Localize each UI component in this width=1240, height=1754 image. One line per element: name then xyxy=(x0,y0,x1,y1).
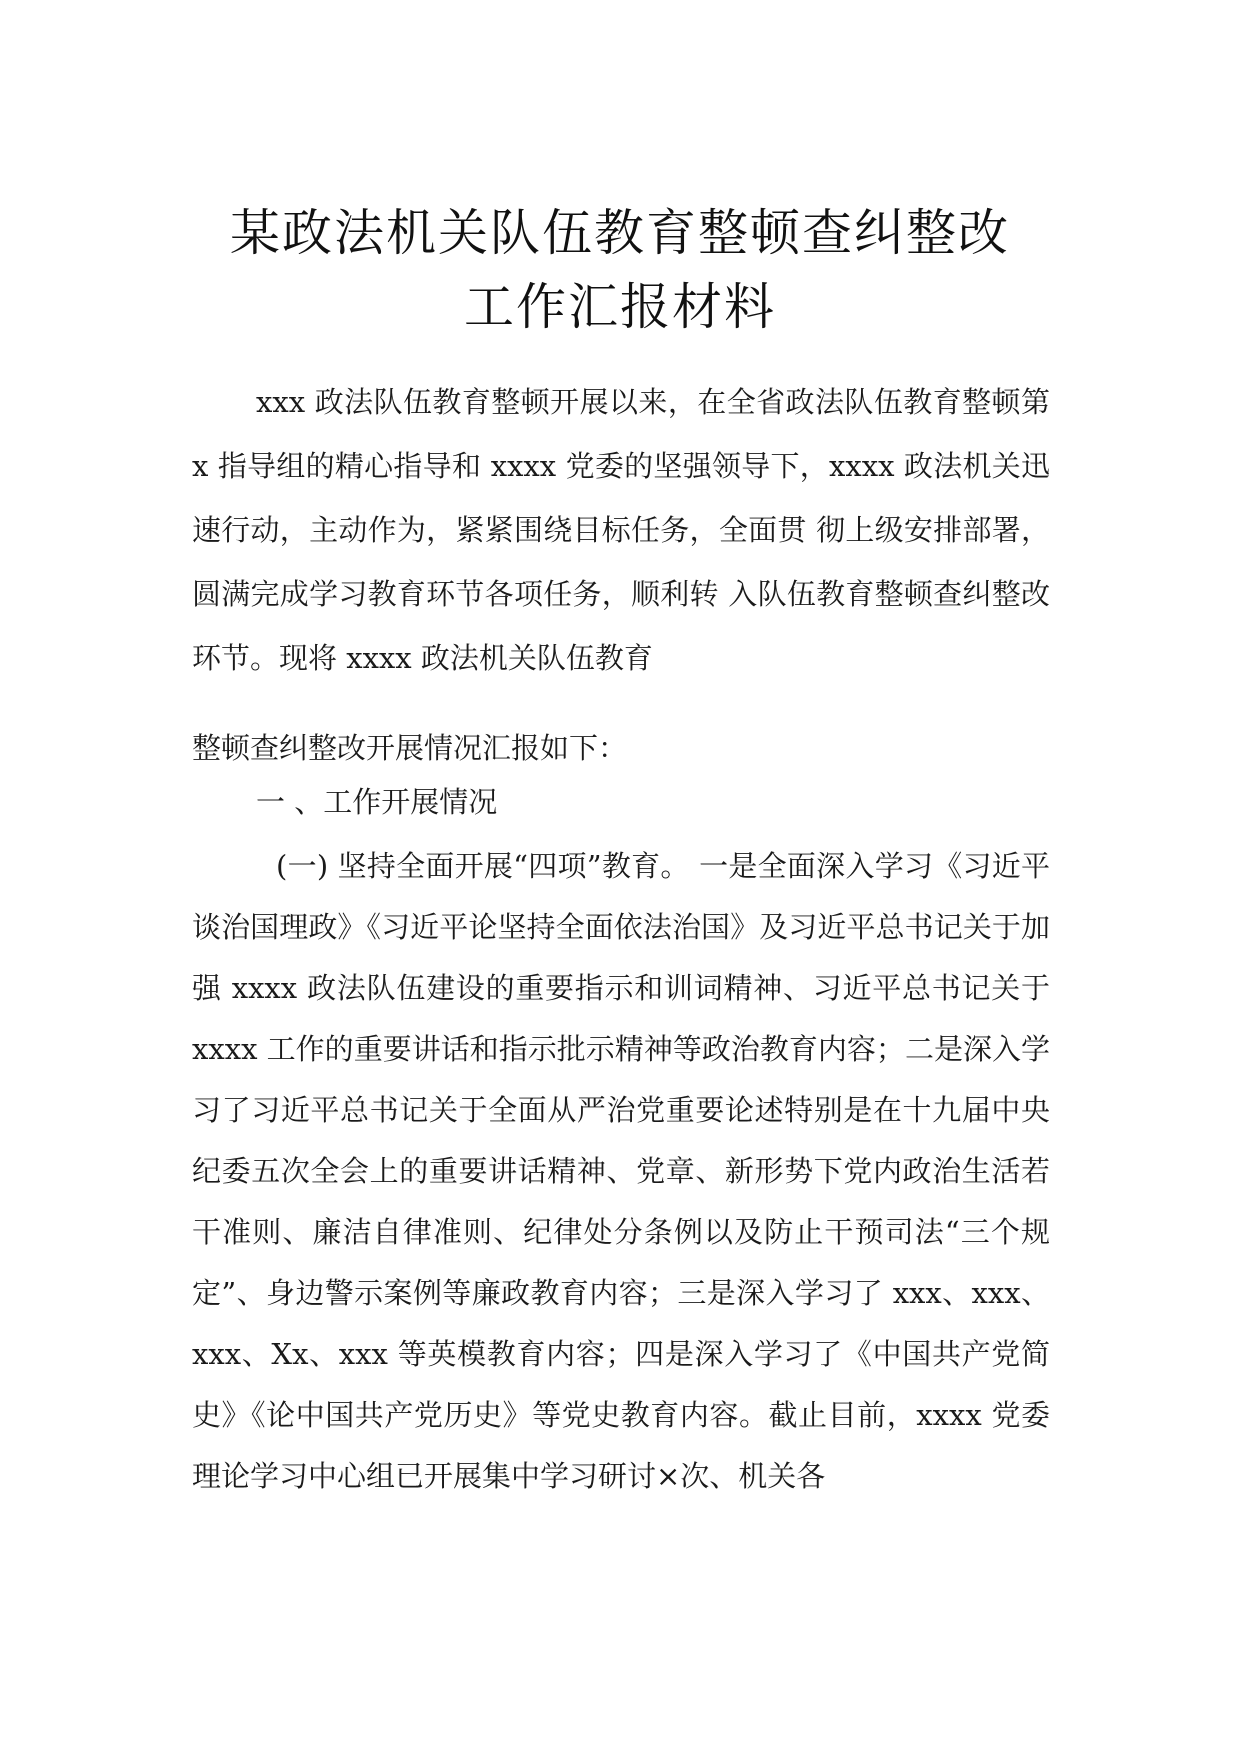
section-heading: 一 、工作开展情况 xyxy=(256,785,498,819)
document-title xyxy=(0,196,1240,344)
title-line-2: 工作汇报材料 xyxy=(464,278,776,336)
intro-paragraph-continued: 整顿查纠整改开展情况汇报如下： xyxy=(192,731,628,765)
intro-paragraph: xxx 政法队伍教育整顿开展以来，在全省政法队伍教育整顿第 x 指导组的精心指导和 xxxx 党委的坚强领导下，xxxx 政法机关迅速行动，主动作为，紧紧围绕目标任务，全面贯 彻上级安排部署，圆满完成学习教育环节各项任务，顺利转 入队伍教育整顿查纠整改环节。现将 xxxx 政法机关队伍教育 xyxy=(192,385,1050,675)
section-paragraph: (一) 坚持全面开展“四项”教育。 一是全面深入学习《习近平谈治国理政》《习近平论坚持全面依法治国》及习近平总书记关于加强 xxxx 政法队伍建设的重要指示和训词精神、习近平总书记关于 xxxx 工作的重要讲话和指示批示精神等政治教育内容；二是深入学习了习近平总书记关于全面从严治党重要论述特别是在十九届中央纪委五次全会上的重要讲话精神、党章、新形势下党内政治生活若干准则、廉洁自律准则、纪律处分条例以及防止干预司法“三个规定”、身边警示案例等廉政教育内容；三是深入学习了 xxx、xxx、xxx、Xx、xxx 等英模教育内容；四是深入学习了《中国共产党简史》《论中国共产党历史》等党史教育内容。截止目前，xxxx 党委理论学习中心组已开展集中学习研讨×次、机关各 xyxy=(192,849,1050,1493)
title-line-1: 某政法机关队伍教育整顿查纠整改 xyxy=(230,204,1010,262)
